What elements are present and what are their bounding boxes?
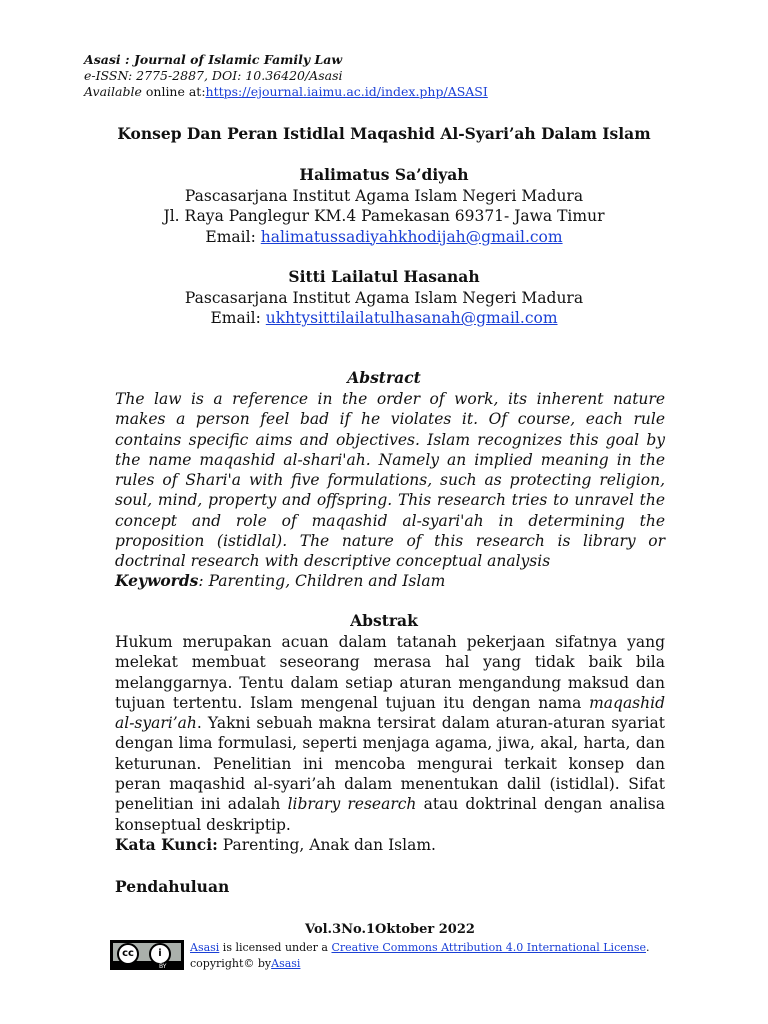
author-affiliation: Pascasarjana Institut Agama Islam Negeri Madura bbox=[184, 186, 584, 205]
intro-heading: Pendahuluan bbox=[115, 877, 230, 896]
license-holder-link[interactable]: Asasi bbox=[190, 941, 220, 954]
abstrak-part-3: atau doktrinal dengan analisa konseptual deskriptip. bbox=[115, 795, 665, 834]
copyright-prefix: copyright© by bbox=[190, 957, 272, 970]
email-label: Email: bbox=[205, 227, 261, 246]
cc-by-badge-icon[interactable] bbox=[110, 940, 184, 970]
author-name: Halimatus Sa’diyah bbox=[299, 165, 469, 184]
author-block-1 bbox=[0, 165, 768, 247]
keywords-label: Keywords bbox=[115, 571, 199, 590]
license-mid-text: is licensed under a bbox=[219, 941, 332, 954]
kata-kunci-line bbox=[115, 835, 436, 854]
kata-kunci-value: Parenting, Anak dan Islam. bbox=[217, 836, 436, 854]
cc-by-text: BY bbox=[159, 963, 167, 970]
license-end-text: . bbox=[645, 941, 650, 954]
journal-availability bbox=[84, 84, 488, 100]
author-email-link[interactable]: halimatussadiyahkhodijah@gmail.com bbox=[260, 227, 563, 246]
license-name-link[interactable]: Creative Commons Attribution 4.0 International License bbox=[331, 941, 646, 954]
journal-issn: e-ISSN: 2775-2887, DOI: 10.36420/Asasi bbox=[84, 68, 343, 83]
copyright-holder-link[interactable]: Asasi bbox=[271, 957, 301, 970]
abstrak-part-2: . Yakni sebuah makna tersirat dalam aturan-aturan syariat dengan lima formulasi, seperti menjaga agama, jiwa, akal, harta, dan keturunan. Penelitian ini mencoba mengurai terkait konsep dan peran maqashid al-syari’ah dalam menentukan dalil (istidlal). Sifat penelitian ini adalah bbox=[115, 714, 665, 814]
email-label: Email: bbox=[210, 309, 266, 327]
online-label: online at: bbox=[141, 84, 206, 99]
abstrak-term-2: library research bbox=[287, 795, 417, 814]
author-email-line bbox=[0, 308, 768, 329]
author-block-2 bbox=[0, 267, 768, 329]
abstrak-term-1: maqashid al-syari’ah bbox=[115, 693, 665, 733]
copyright-line bbox=[190, 956, 649, 972]
author-email-line bbox=[0, 227, 768, 248]
author-name: Sitti Lailatul Hasanah bbox=[288, 267, 480, 286]
footer-volume: Vol.3No.1Oktober 2022 bbox=[305, 922, 475, 937]
attribution-person-icon: i bbox=[149, 943, 171, 965]
author-address: Jl. Raya Panglegur KM.4 Pamekasan 69371- Jawa Timur bbox=[163, 207, 605, 225]
paper-title: Konsep Dan Peran Istidlal Maqashid Al-Syari’ah Dalam Islam bbox=[117, 124, 651, 143]
license-line bbox=[190, 940, 649, 956]
abstrak-part-1: Hukum merupakan acuan dalam tatanah pekerjaan sifatnya yang melekat membuat seseorang merasa hal yang tidak baik bila melanggarnya. Tentu dalam setiap aturan mengandung maksud dan tujuan tertentu. Islam mengenal tujuan itu dengan nama bbox=[115, 633, 665, 712]
journal-title: Asasi : Journal of Islamic Family Law bbox=[84, 52, 343, 67]
abstrak-heading: Abstrak bbox=[350, 611, 418, 630]
cc-icon: cc bbox=[117, 943, 139, 965]
abstract-text: The law is a reference in the order of work, its inherent nature makes a person feel bad if he violates it. Of course, each rule contains specific aims and objectives. Islam recognizes this goal by the name maqashid al-shari'ah. Namely an implied meaning in the rules of Shari'a with five formulations, such as protecting religion, soul, mind, property and offspring. This research tries to unravel the concept and role of maqashid al-syari'ah in determining the proposition (istidlal). The nature of this research is library or doctrinal research with descriptive conceptual analysis bbox=[115, 390, 665, 571]
kata-kunci-label: Kata Kunci: bbox=[115, 835, 218, 854]
keywords-value: : Parenting, Children and Islam bbox=[198, 572, 446, 590]
journal-url-link[interactable]: https://ejournal.iaimu.ac.id/index.php/ASASI bbox=[205, 84, 488, 99]
keywords-line bbox=[115, 571, 445, 590]
license-notice bbox=[190, 940, 649, 972]
abstrak-text bbox=[115, 632, 665, 835]
available-label: Available bbox=[84, 84, 142, 99]
abstract-heading: Abstract bbox=[347, 368, 421, 387]
author-email-link[interactable]: ukhtysittilailatulhasanah@gmail.com bbox=[265, 309, 558, 327]
author-affiliation: Pascasarjana Institut Agama Islam Negeri Madura bbox=[184, 288, 584, 307]
journal-header bbox=[84, 52, 488, 100]
